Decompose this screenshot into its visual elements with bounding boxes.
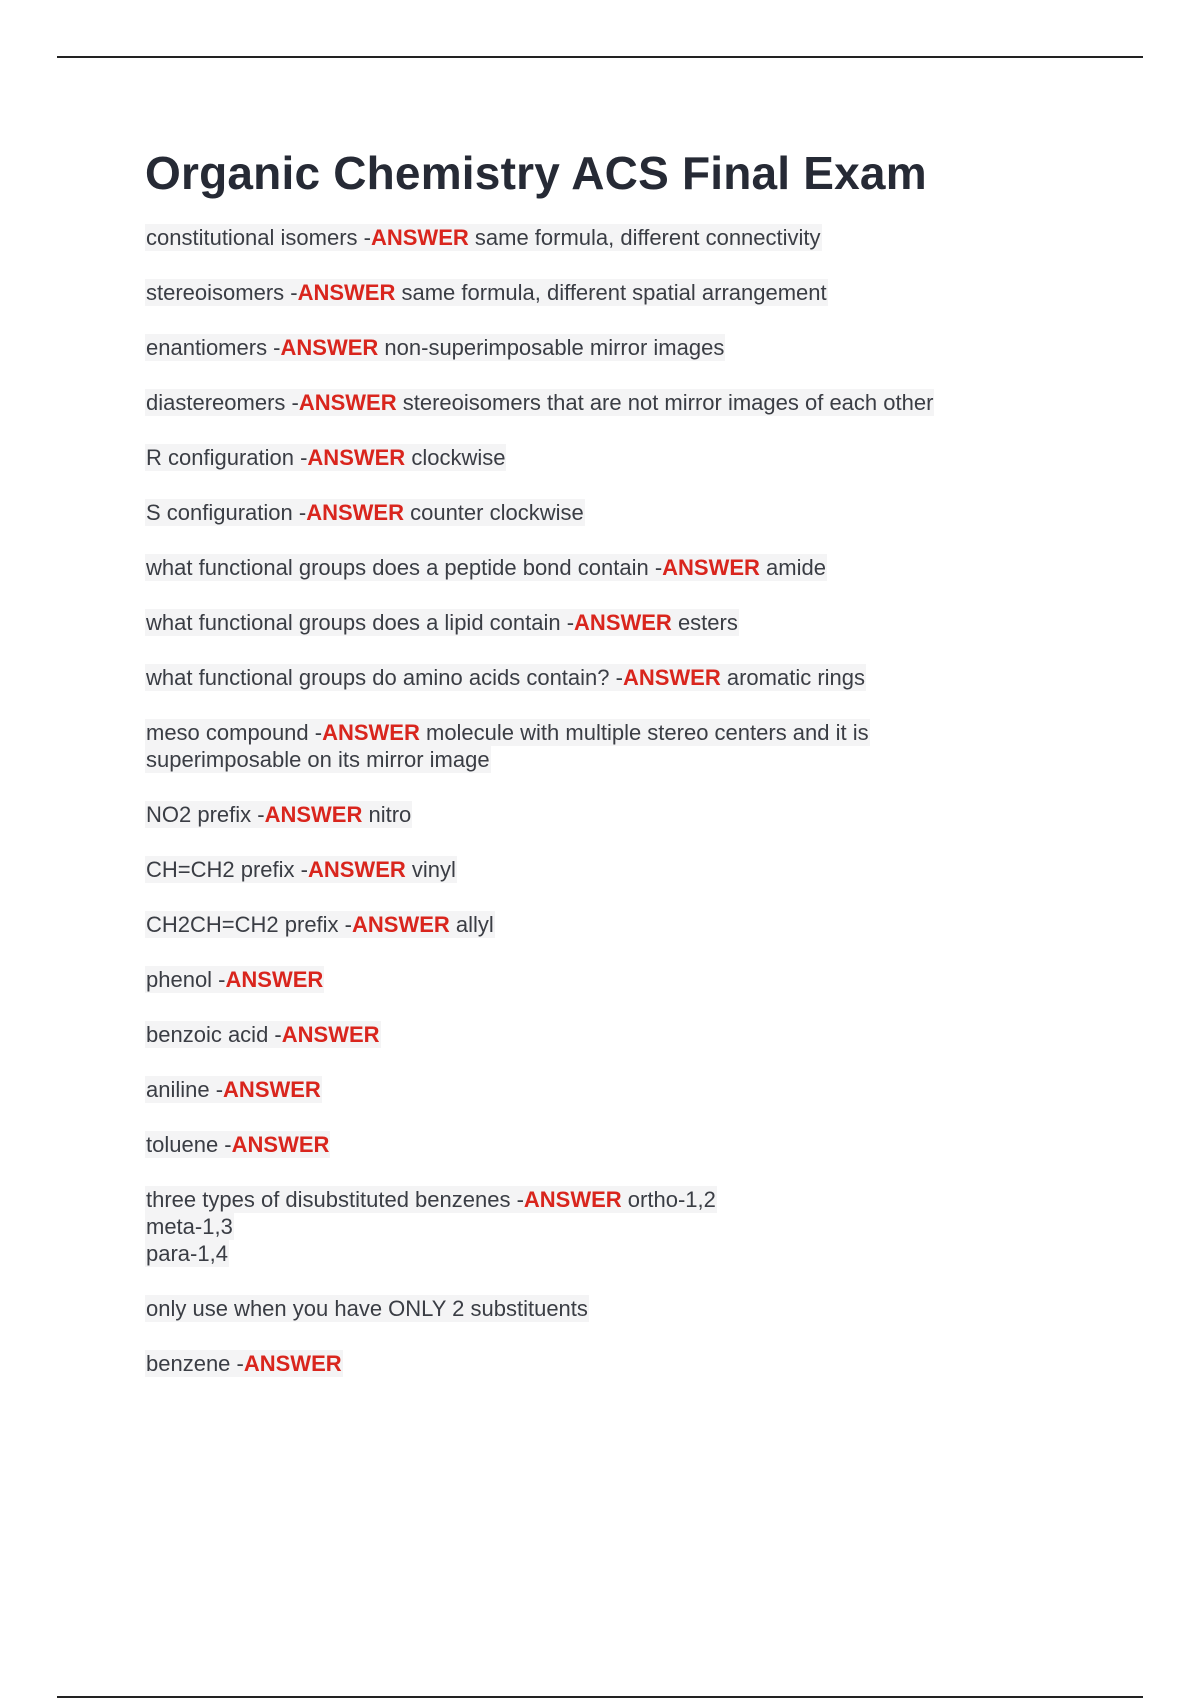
qa-line xyxy=(145,1186,717,1213)
answer-label: ANSWER xyxy=(322,720,420,745)
qa-line xyxy=(145,1131,330,1158)
note-entry xyxy=(145,1295,1045,1322)
qa-line xyxy=(145,499,585,526)
qa-term: CH=CH2 prefix - xyxy=(146,857,308,882)
qa-term: what functional groups does a lipid contain - xyxy=(146,610,575,635)
qa-entry xyxy=(145,499,1045,526)
answer-label: ANSWER xyxy=(281,1022,380,1047)
qa-line xyxy=(145,1350,343,1377)
qa-entry xyxy=(145,389,1045,416)
qa-term: S configuration - xyxy=(146,500,307,525)
qa-line-wrap xyxy=(145,719,1045,746)
bottom-rule xyxy=(57,1696,1143,1698)
qa-term: aniline - xyxy=(146,1077,224,1102)
qa-line xyxy=(145,279,828,306)
qa-answer: nitro xyxy=(362,802,412,827)
qa-entry xyxy=(145,719,1045,773)
qa-term: enantiomers - xyxy=(146,335,281,360)
answer-label: ANSWER xyxy=(352,912,450,937)
qa-line xyxy=(145,801,412,828)
qa-answer: same formula, different connectivity xyxy=(468,225,821,250)
qa-answer: esters xyxy=(671,610,738,635)
qa-line xyxy=(145,609,739,636)
qa-line xyxy=(145,1021,381,1048)
answer-label: ANSWER xyxy=(370,225,469,250)
answer-label: ANSWER xyxy=(307,445,406,470)
qa-entry xyxy=(145,1350,1045,1377)
qa-entry xyxy=(145,334,1045,361)
answer-label: ANSWER xyxy=(223,1077,321,1102)
qa-entry xyxy=(145,444,1045,471)
qa-entry xyxy=(145,664,1045,691)
qa-term: what functional groups do amino acids contain? - xyxy=(146,665,623,690)
answer-label: ANSWER xyxy=(264,802,363,827)
qa-entry xyxy=(145,1186,1045,1267)
qa-term: stereoisomers - xyxy=(146,280,298,305)
answer-label: ANSWER xyxy=(225,967,324,992)
qa-term: phenol - xyxy=(146,967,226,992)
qa-answer: allyl xyxy=(449,912,494,937)
qa-line xyxy=(145,554,827,581)
qa-term: diastereomers - xyxy=(146,390,299,415)
answer-label: ANSWER xyxy=(231,1132,330,1157)
qa-term: CH2CH=CH2 prefix - xyxy=(146,912,352,937)
qa-term: NO2 prefix - xyxy=(146,802,265,827)
qa-entry xyxy=(145,911,1045,938)
answer-label: ANSWER xyxy=(297,280,396,305)
answer-label: ANSWER xyxy=(307,857,406,882)
qa-line xyxy=(145,1076,322,1103)
answer-label: ANSWER xyxy=(662,555,760,580)
answer-label: ANSWER xyxy=(298,390,397,415)
qa-term: what functional groups does a peptide bond contain - xyxy=(146,555,663,580)
qa-term: benzene - xyxy=(146,1351,244,1376)
note-text: only use when you have ONLY 2 substituents xyxy=(146,1296,588,1321)
answer-label: ANSWER xyxy=(243,1351,342,1376)
qa-answer: clockwise xyxy=(405,445,506,470)
qa-line xyxy=(145,334,725,361)
qa-entry xyxy=(145,554,1045,581)
qa-term: constitutional isomers - xyxy=(146,225,371,250)
qa-answer: molecule with multiple stereo centers and it is xyxy=(419,720,869,745)
qa-answer-continuation: meta-1,3 xyxy=(146,1214,233,1239)
qa-entry xyxy=(145,801,1045,828)
answer-label: ANSWER xyxy=(622,665,721,690)
qa-line-wrap xyxy=(145,1186,1045,1213)
qa-answer-continuation: para-1,4 xyxy=(146,1241,228,1266)
qa-line-wrap xyxy=(145,1213,1045,1240)
qa-line xyxy=(145,911,495,938)
qa-answer: aromatic rings xyxy=(720,665,866,690)
qa-line-wrap xyxy=(145,746,1045,773)
answer-label: ANSWER xyxy=(280,335,379,360)
top-rule xyxy=(57,56,1143,58)
qa-term: benzoic acid - xyxy=(146,1022,282,1047)
qa-term: R configuration - xyxy=(146,445,308,470)
qa-answer: amide xyxy=(759,555,826,580)
answer-label: ANSWER xyxy=(523,1187,622,1212)
qa-line-wrap xyxy=(145,1240,1045,1267)
qa-answer: stereoisomers that are not mirror images of each other xyxy=(396,390,934,415)
qa-line xyxy=(145,856,457,883)
answer-label: ANSWER xyxy=(574,610,672,635)
qa-entry xyxy=(145,609,1045,636)
qa-answer: same formula, different spatial arrangement xyxy=(395,280,827,305)
qa-line xyxy=(145,664,866,691)
qa-entry xyxy=(145,966,1045,993)
qa-entry xyxy=(145,1076,1045,1103)
qa-entry xyxy=(145,856,1045,883)
document-body xyxy=(145,142,1045,1405)
qa-line xyxy=(145,389,934,416)
qa-line xyxy=(145,719,870,746)
qa-term: toluene - xyxy=(146,1132,232,1157)
qa-answer: non-superimposable mirror images xyxy=(378,335,725,360)
qa-term: meso compound - xyxy=(146,720,323,745)
qa-entry xyxy=(145,1021,1045,1048)
answer-label: ANSWER xyxy=(306,500,404,525)
qa-entry xyxy=(145,224,1045,251)
page-title: Organic Chemistry ACS Final Exam xyxy=(145,147,927,199)
qa-answer: counter clockwise xyxy=(403,500,584,525)
qa-term: three types of disubstituted benzenes - xyxy=(146,1187,524,1212)
qa-entry xyxy=(145,1131,1045,1158)
qa-answer: ortho-1,2 xyxy=(621,1187,716,1212)
qa-line xyxy=(145,224,822,251)
qa-answer-continuation: superimposable on its mirror image xyxy=(146,747,490,772)
qa-answer: vinyl xyxy=(405,857,456,882)
qa-line xyxy=(145,966,324,993)
qa-line xyxy=(145,444,506,471)
qa-entry xyxy=(145,279,1045,306)
